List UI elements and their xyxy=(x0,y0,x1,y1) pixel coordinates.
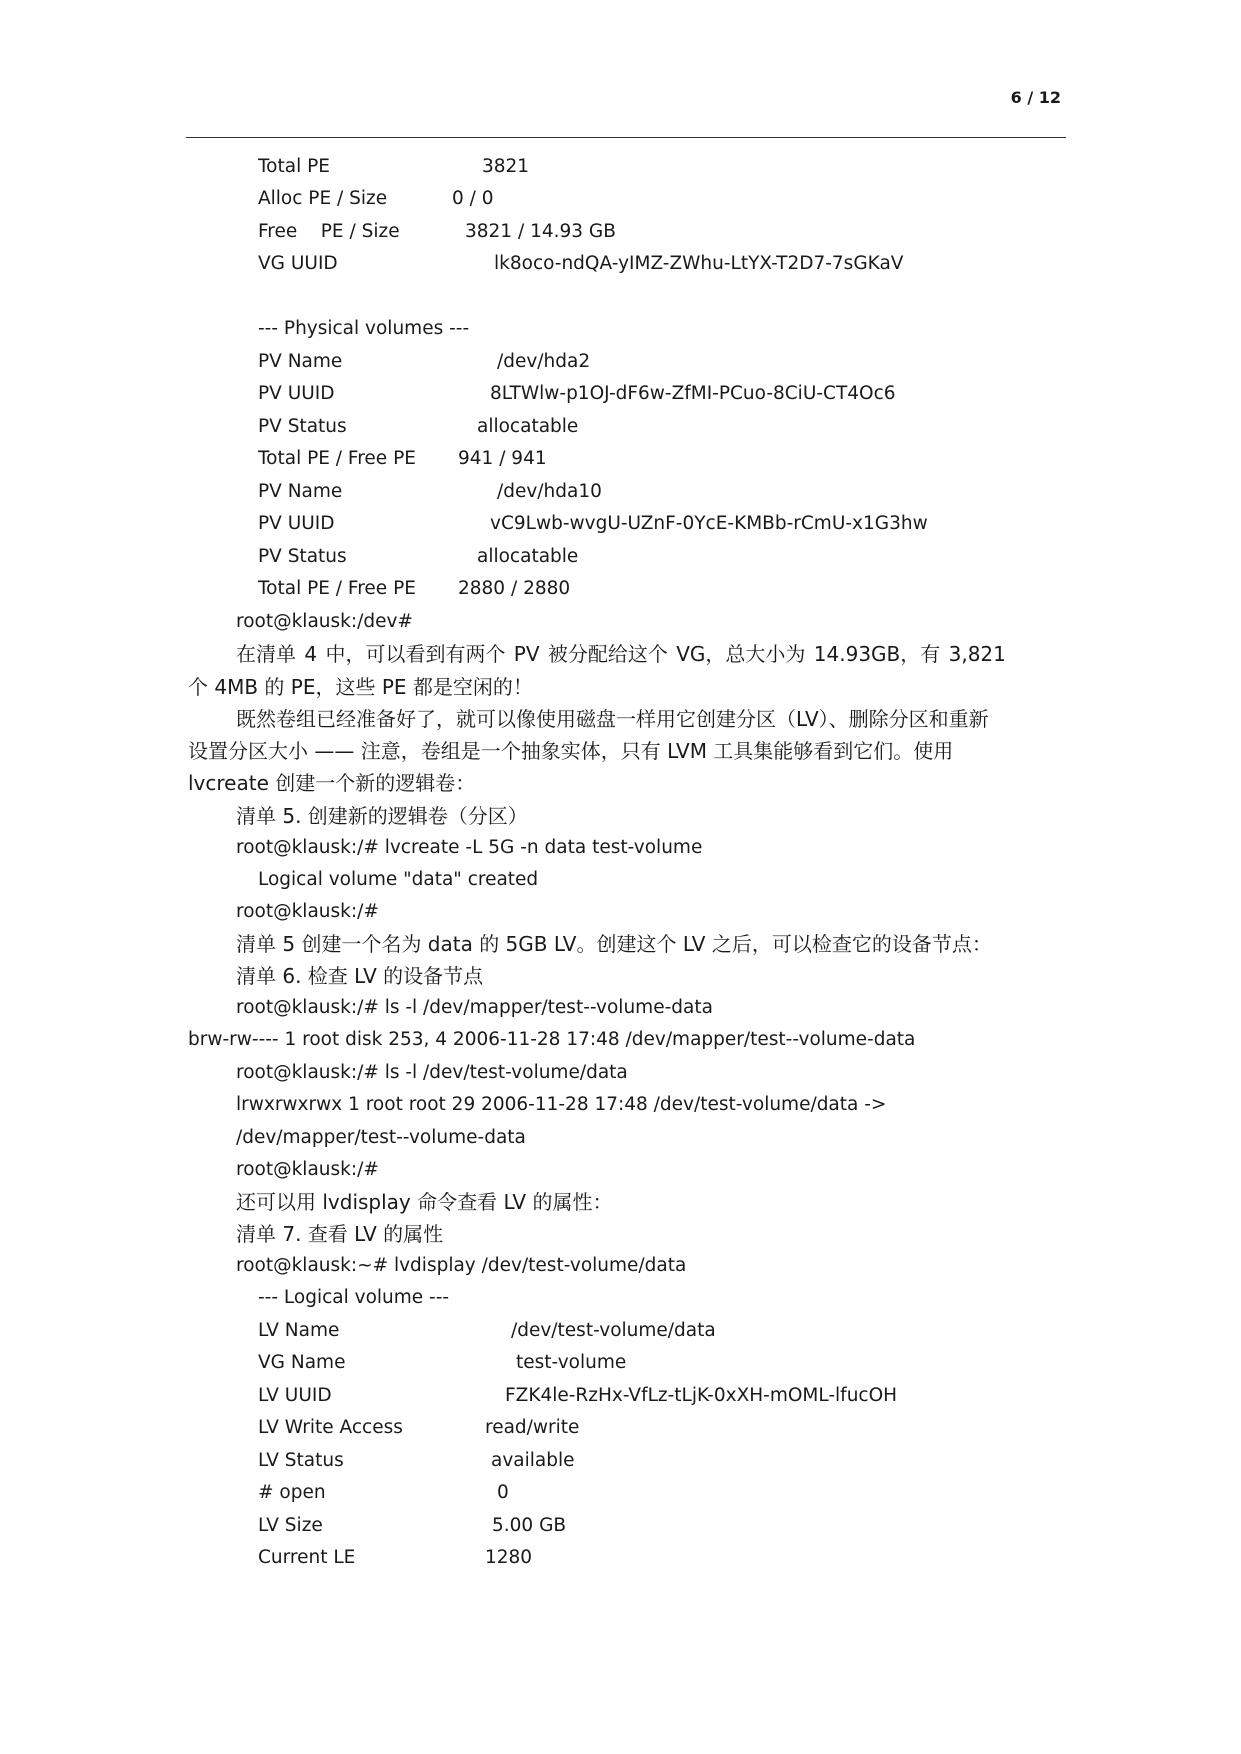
command-output: brw-rw---- 1 root disk 253, 4 2006-11-28 17:48 /dev/mapper/test--volume-data xyxy=(188,1029,916,1050)
lv-field-label: # open xyxy=(258,1482,326,1503)
shell-command: root@klausk:/# ls -l /dev/mapper/test--volume-data xyxy=(236,997,713,1018)
pv-section-header: --- Physical volumes --- xyxy=(258,318,470,339)
shell-prompt: root@klausk:/dev# xyxy=(236,611,413,632)
pv-field-label: Total PE / Free PE xyxy=(258,448,416,469)
paragraph-line: 设置分区大小 —— 注意，卷组是一个抽象实体，只有 LVM 工具集能够看到它们。使用 xyxy=(188,739,954,763)
shell-command: root@klausk:/# ls -l /dev/test-volume/data xyxy=(236,1062,628,1083)
lv-field-value: read/write xyxy=(485,1417,580,1438)
lv-field-label: LV Write Access xyxy=(258,1417,403,1438)
vg-field-value: lk8oco-ndQA-yIMZ-ZWhu-LtYX-T2D7-7sGKaV xyxy=(494,253,904,274)
pv-field-label: Total PE / Free PE xyxy=(258,578,416,599)
listing-title: 清单 6. 检查 LV 的设备节点 xyxy=(236,964,484,988)
pv-field-label: PV Status xyxy=(258,416,347,437)
vg-field-label: Free PE / Size xyxy=(258,221,400,242)
vg-field-label: VG UUID xyxy=(258,253,338,274)
paragraph-line: 还可以用 lvdisplay 命令查看 LV 的属性： xyxy=(236,1190,613,1214)
lv-field-label: LV Name xyxy=(258,1320,340,1341)
lv-field-value: test-volume xyxy=(516,1352,627,1373)
pv-field-value: /dev/hda2 xyxy=(497,351,591,372)
lv-field-value: 5.00 GB xyxy=(492,1515,567,1536)
shell-command: root@klausk:/# lvcreate -L 5G -n data test-volume xyxy=(236,837,703,858)
pv-field-value: allocatable xyxy=(477,546,579,567)
shell-command: root@klausk:~# lvdisplay /dev/test-volume/data xyxy=(236,1255,687,1276)
vg-field-label: Alloc PE / Size xyxy=(258,188,388,209)
command-output: Logical volume "data" created xyxy=(258,869,539,890)
shell-prompt: root@klausk:/# xyxy=(236,901,379,922)
vg-field-value: 3821 xyxy=(482,156,530,177)
pv-field-label: PV UUID xyxy=(258,383,335,404)
lv-field-label: LV Size xyxy=(258,1515,323,1536)
pv-field-label: PV UUID xyxy=(258,513,335,534)
pv-field-value: /dev/hda10 xyxy=(497,481,602,502)
lv-field-value: FZK4le-RzHx-VfLz-tLjK-0xXH-mOML-lfucOH xyxy=(505,1385,898,1406)
paragraph-line: 清单 5 创建一个名为 data 的 5GB LV。创建这个 LV 之后，可以检查它的设备节点： xyxy=(236,932,992,956)
lv-field-label: LV Status xyxy=(258,1450,344,1471)
pv-field-value: 2880 / 2880 xyxy=(458,578,571,599)
pv-field-value: 8LTWlw-p1OJ-dF6w-ZfMI-PCuo-8CiU-CT4Oc6 xyxy=(490,383,896,404)
page-number: 6 / 12 xyxy=(1010,88,1061,107)
pv-field-label: PV Name xyxy=(258,351,343,372)
listing-title: 清单 5. 创建新的逻辑卷（分区） xyxy=(236,804,528,828)
vg-field-value: 0 / 0 xyxy=(452,188,494,209)
lv-field-label: VG Name xyxy=(258,1352,346,1373)
pv-field-label: PV Name xyxy=(258,481,343,502)
paragraph-line: lvcreate 创建一个新的逻辑卷： xyxy=(188,771,476,795)
lv-field-label: Current LE xyxy=(258,1547,356,1568)
pv-field-value: allocatable xyxy=(477,416,579,437)
lv-field-value: available xyxy=(491,1450,575,1471)
vg-field-label: Total PE xyxy=(258,156,330,177)
listing-title: 清单 7. 查看 LV 的属性 xyxy=(236,1222,444,1246)
lv-field-label: LV UUID xyxy=(258,1385,332,1406)
shell-prompt: root@klausk:/# xyxy=(236,1159,379,1180)
lv-field-value: /dev/test-volume/data xyxy=(511,1320,716,1341)
vg-field-value: 3821 / 14.93 GB xyxy=(465,221,616,242)
command-output: /dev/mapper/test--volume-data xyxy=(236,1127,526,1148)
pv-field-label: PV Status xyxy=(258,546,347,567)
paragraph-line: 既然卷组已经准备好了，就可以像使用磁盘一样用它创建分区（LV）、删除分区和重新 xyxy=(236,707,989,731)
lv-field-value: 0 xyxy=(497,1482,509,1503)
command-output: lrwxrwxrwx 1 root root 29 2006-11-28 17:48 /dev/test-volume/data -> xyxy=(236,1094,887,1115)
lv-field-value: 1280 xyxy=(485,1547,533,1568)
paragraph-line: 个 4MB 的 PE，这些 PE 都是空闲的！ xyxy=(188,675,533,699)
pv-field-value: vC9Lwb-wvgU-UZnF-0YcE-KMBb-rCmU-x1G3hw xyxy=(490,513,928,534)
header-rule xyxy=(186,137,1066,138)
paragraph-line: 在清单 4 中，可以看到有两个 PV 被分配给这个 VG，总大小为 14.93GB，有 3,821 xyxy=(236,642,1006,666)
lv-section-header: --- Logical volume --- xyxy=(258,1287,450,1308)
pv-field-value: 941 / 941 xyxy=(458,448,547,469)
